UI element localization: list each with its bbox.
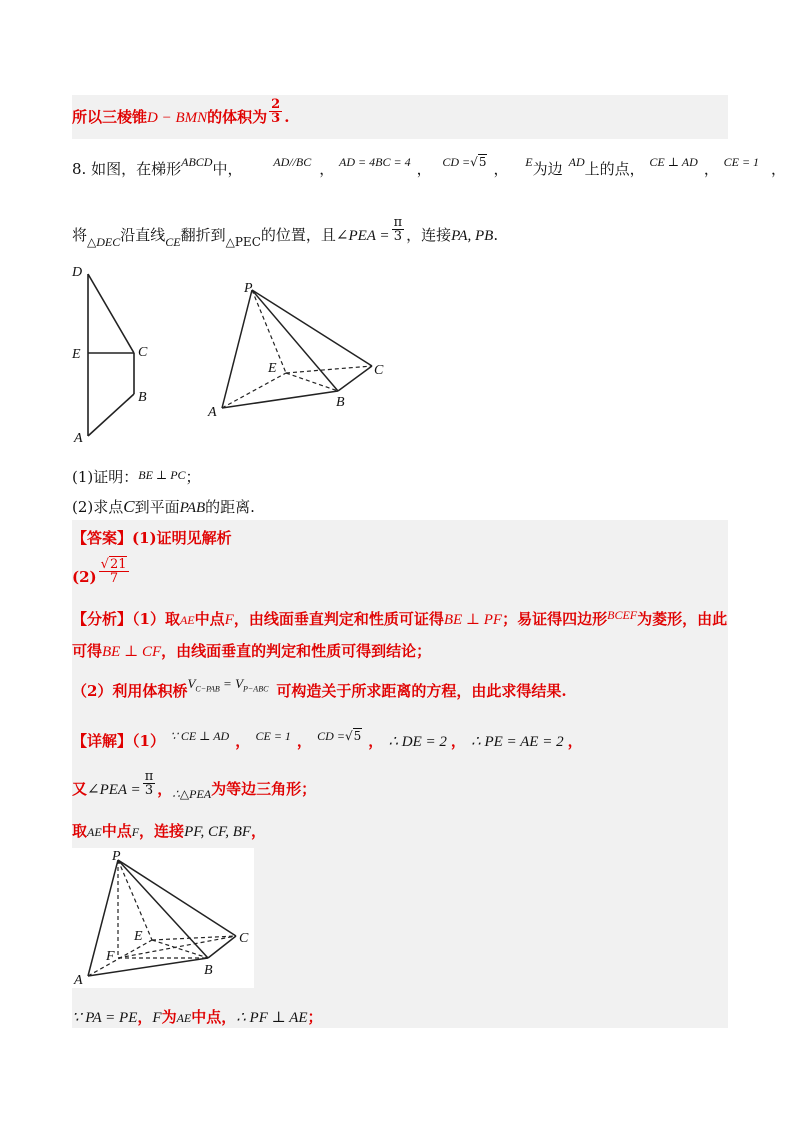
fraction: $\frac{\pi}{3}$	[144, 768, 154, 798]
fraction: $\frac{\pi}{3}$	[393, 214, 403, 244]
label-A: A	[74, 431, 83, 446]
label-C: C	[239, 931, 249, 946]
analysis-line-2: 可得BE ⊥ CF，由线面垂直的判定和性质可得到结论；	[72, 642, 432, 660]
label-D: D	[72, 265, 83, 280]
label-E: E	[268, 361, 277, 376]
fraction: $\frac{2}{3}$	[271, 96, 281, 126]
label-P: P	[112, 849, 121, 864]
prev-answer-line: 所以三棱锥D − BMN的体积为 $\frac{2}{3}$ .	[72, 96, 290, 126]
detail-line-1: 【详解】（1） $^{\because CE \perp AD}$ ， $^{CE = 1}$ ， $^{CD =√5}$ ， ∴ DE = 2 ， ∴ PE = AE = 2 ，	[72, 729, 583, 750]
pyramid-figure	[200, 278, 400, 428]
label-P: P	[244, 281, 253, 296]
label-C: C	[374, 363, 384, 378]
label-E: E	[134, 929, 143, 944]
label-F: F	[106, 949, 115, 964]
label-A: A	[74, 973, 83, 988]
fraction: $\frac{√21}{7}$	[99, 558, 130, 585]
trapezoid-figure	[66, 258, 166, 448]
question-2: (2)求点C到平面PAB的距离.	[72, 497, 255, 516]
pyramid-figure-with-f	[72, 848, 254, 988]
question-1: (1)证明：$^{BE \perp PC}$；	[72, 468, 201, 486]
label-C: C	[138, 345, 148, 360]
label-B: B	[204, 963, 213, 978]
label-A: A	[208, 405, 217, 420]
detail-line-4: ∵ PA = PE，F为AE中点，∴ PF ⊥ AE；	[72, 1008, 323, 1026]
label-B: B	[138, 390, 147, 405]
detail-line-3: 取AE中点F，连接PF, CF, BF，	[72, 822, 267, 840]
detail-line-2: 又∠PEA = $\frac{\pi}{3}$ ，$_{\therefore\triangle PEA}$为等边三角形；	[72, 768, 317, 801]
label-B: B	[336, 395, 345, 410]
problem-line-2: 将$_{\triangle DEC}$沿直线$_{CE}$翻折到$_{\triangle PEC}$的位置，且∠PEA = $\frac{\pi}{3}$ ，连接PA, PB.	[72, 214, 499, 249]
problem-line-1: 8. 如图，在梯形$^{ABCD}$中， $^{AD//BC}$ ， $^{AD = 4BC = 4}$ ， $^{CD =√5}$ ， $^E$为边 $^{AD}$上的点， $^{CE \perp AD}$ ， $^{CE = 1}$ ，	[72, 155, 787, 178]
analysis-line-3: （2）利用体积桥$V_{C-PAB} = V_{P-ABC}$ 可构造关于所求距离的方程，由此求得结果.	[72, 676, 567, 700]
label-E: E	[72, 347, 81, 362]
answer-line-2: (2) $\frac{√21}{7}$	[72, 568, 131, 586]
analysis-line-1: 【分析】（1）取AE中点F，由线面垂直判定和性质可证得BE ⊥ PF；易证得四边形$^{BCEF}$为菱形，由此	[72, 608, 728, 628]
answer-line-1: 【答案】(1)证明见解析	[72, 529, 232, 547]
